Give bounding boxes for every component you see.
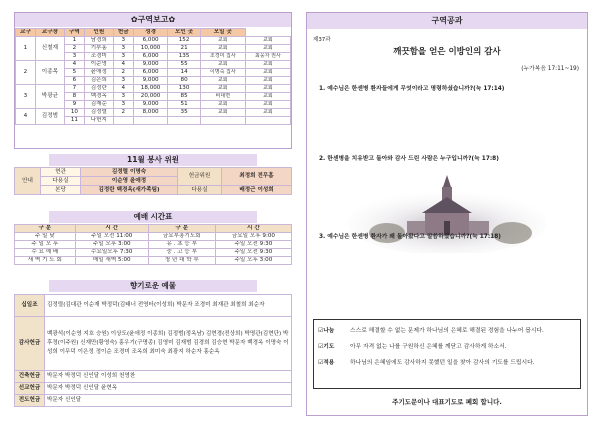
worship-row xyxy=(15,249,292,257)
report-cell: 조경미 xyxy=(84,53,113,61)
report-cell: 3 xyxy=(113,101,133,109)
report-cell: 교회 xyxy=(200,37,245,45)
report-cell: 51 xyxy=(168,101,200,109)
report-cell: 8 xyxy=(64,93,84,101)
sharing-row xyxy=(314,340,580,354)
report-cell: 4 xyxy=(113,85,133,93)
worship-cell: 주일 오전 9:30 xyxy=(215,249,291,257)
report-cell: 백경옥 xyxy=(84,93,113,101)
worship-cell: 금요일 오후 9:00 xyxy=(215,233,291,241)
report-cell: 7 xyxy=(64,85,84,93)
report-cell: 김재순 xyxy=(84,101,113,109)
question-3: 3. 예수님은 한센병 환자가 왜 돌아왔다고 말씀하셨습니까?(눅 17:18) xyxy=(319,234,501,240)
report-cell: 교회 xyxy=(245,101,290,109)
offering-label: 십일조 xyxy=(15,295,45,317)
worship-cell: 주일 오후 3:00 xyxy=(75,241,148,249)
report-cell: 6,000 xyxy=(133,69,168,77)
report-cell: 4 xyxy=(64,61,84,69)
report-cell: 14 xyxy=(168,69,200,77)
service-table xyxy=(14,167,292,195)
report-cell: 3 xyxy=(113,53,133,61)
report-cell: 11 xyxy=(64,117,84,125)
lesson-subject: 깨끗함을 얻은 이방인의 감사 xyxy=(393,47,501,57)
report-cell: 21 xyxy=(168,45,200,53)
sharing-label: ☑기도 xyxy=(318,343,335,350)
report-cell: 18,000 xyxy=(133,85,168,93)
report-district: 1 xyxy=(16,37,36,61)
report-cell: 1 xyxy=(64,37,84,45)
worship-table xyxy=(14,224,292,265)
worship-header-row xyxy=(15,225,292,233)
offering-panel xyxy=(14,280,292,418)
offering-row xyxy=(15,317,292,371)
offering-label: 전도헌금 xyxy=(15,395,45,407)
lesson-closing: 주기도문이나 대표기도로 폐회 합니다. xyxy=(392,398,502,406)
service-names: 이순영 윤애정 xyxy=(81,177,178,186)
offering-row xyxy=(15,383,292,395)
worship-cell: 수 요 예 배 xyxy=(15,249,76,257)
service-role: 본당 xyxy=(41,186,81,195)
flower-icon: ✿ xyxy=(130,15,138,24)
report-table xyxy=(15,28,291,125)
worship-cell: 새 벽 기 도 회 xyxy=(15,257,76,265)
worship-row xyxy=(15,233,292,241)
report-col-header: 구역 xyxy=(64,29,84,37)
worship-col-header: 구 분 xyxy=(148,225,215,233)
report-col-header: 헌금 xyxy=(113,29,133,37)
report-cell: 교회 xyxy=(200,101,245,109)
question-1: 1. 예수님은 한센병 환자들에게 무엇이라고 명령하셨습니까?(눅 17:14) xyxy=(319,86,505,92)
report-row xyxy=(16,109,291,117)
worship-col-header: 시 간 xyxy=(215,225,291,233)
report-cell: 6,000 xyxy=(133,37,168,45)
report-cell: 교회 xyxy=(245,77,290,85)
report-cell: 4 xyxy=(113,61,133,69)
report-cell: 교회 xyxy=(245,85,290,93)
worship-cell: 매일 새벽 5:00 xyxy=(75,257,148,265)
report-cell: 5 xyxy=(64,69,84,77)
offering-names: 백광석(이순영 지호 승원) 이상도(윤애정 이종희) 김정범(정옥남) 김현경(전상희) 박명관(김현단) 박후정(이주원) 신재만(황영숙) 홍우기(구명종) 김영미 김재범 김경희 김승현 박문자 백경옥 이명숙 이성희 이무덕 이은정 정이순 조경미 조옥희 최미숙 최광지 하순자 홍순옥 xyxy=(45,317,292,371)
report-header-row xyxy=(16,29,291,37)
offering-label: 선교헌금 xyxy=(15,383,45,395)
report-cell: 2 xyxy=(64,45,84,53)
report-cell: 10,000 xyxy=(133,45,168,53)
report-district: 4 xyxy=(16,109,36,125)
service-role: 다용실 xyxy=(41,177,81,186)
report-cell: 3 xyxy=(113,45,133,53)
service-side-label: 안내 xyxy=(15,168,41,195)
sharing-text: 하나님의 은혜임에도 감사하지 못했던 일을 찾아 감사의 기도를 드립시다. xyxy=(350,360,535,366)
report-cell: 6,000 xyxy=(133,53,168,61)
worship-cell: 주일 오후 3:00 xyxy=(215,257,291,265)
lesson-verse: (누가복음 17:11~19) xyxy=(521,66,579,72)
report-col-header: 성경 xyxy=(133,29,168,37)
checkbox-icon: ☑ xyxy=(318,359,324,366)
service-names: 김정란 백경옥(새가족팀) xyxy=(81,186,178,195)
service-panel xyxy=(14,154,292,206)
worship-row xyxy=(15,241,292,249)
report-title-banner xyxy=(15,13,291,27)
report-cell: 조경미 집사 xyxy=(200,53,245,61)
service-right-role: 다용실 xyxy=(178,186,222,195)
report-cell: 교회 xyxy=(245,109,290,117)
report-cell: 3 xyxy=(64,53,84,61)
report-cell: 교회 xyxy=(200,61,245,69)
offering-row xyxy=(15,295,292,317)
service-right-names: 배정근 이성희 xyxy=(222,186,292,195)
worship-col-header: 구 분 xyxy=(15,225,76,233)
sharing-text: 아무 자격 없는 나를 구원하신 은혜를 깨닫고 감사하게 하소서. xyxy=(350,344,507,350)
report-cell xyxy=(113,117,133,125)
question-2: 2. 한센병을 치유받고 돌아와 감사 드린 사람은 누구입니까?(눅 17:8) xyxy=(319,156,499,162)
report-col-header: 모일 곳 xyxy=(200,29,245,37)
lesson-title: 구역공과 xyxy=(307,13,587,29)
report-col-header: 교구장 xyxy=(35,29,64,37)
lesson-number: 제37과 xyxy=(313,37,331,43)
offering-names: 박문자 박정덕 신인달 이성희 천영찬 xyxy=(45,371,292,383)
report-cell: 2 xyxy=(113,109,133,117)
service-role: 현관 xyxy=(41,168,81,177)
report-cell: 9,000 xyxy=(133,77,168,85)
worship-cell: 주 일 낮 xyxy=(15,233,76,241)
lesson-panel xyxy=(306,12,588,416)
report-cell xyxy=(168,117,200,125)
report-cell: 9 xyxy=(64,101,84,109)
worship-col-header: 시 간 xyxy=(75,225,148,233)
report-cell: 130 xyxy=(168,85,200,93)
report-cell: 교회 xyxy=(200,85,245,93)
report-cell: 나헌지 xyxy=(84,117,113,125)
report-cell xyxy=(245,117,290,125)
checkbox-icon: ☑ xyxy=(318,327,324,334)
report-cell: 3 xyxy=(113,77,133,85)
report-cell: 교회 xyxy=(245,45,290,53)
report-cell: 9,000 xyxy=(133,61,168,69)
report-cell: 80 xyxy=(168,77,200,85)
report-panel xyxy=(14,12,292,149)
report-cell: 135 xyxy=(168,53,200,61)
report-district: 2 xyxy=(16,61,36,85)
sharing-row xyxy=(314,322,580,340)
worship-panel xyxy=(14,211,292,275)
worship-cell: 청 년 대 학 부 xyxy=(148,257,215,265)
worship-title: 예배 시간표 xyxy=(49,211,257,223)
offering-row xyxy=(15,395,292,407)
report-cell: 최웅자 권사 xyxy=(245,53,290,61)
report-cell: 교회 xyxy=(200,109,245,117)
church-illustration xyxy=(347,173,547,253)
report-cell: 교회 xyxy=(200,45,245,53)
offering-names: 박문자 신인달 xyxy=(45,395,292,407)
service-right-names: 최정희 전무흠 xyxy=(222,168,292,186)
report-cell: 윤애정 xyxy=(84,69,113,77)
report-row xyxy=(16,37,291,45)
report-cell: 10 xyxy=(64,109,84,117)
report-leader: 이종목 xyxy=(35,61,64,85)
flower-icon: ✿ xyxy=(168,15,176,24)
report-cell xyxy=(133,117,168,125)
worship-cell: 주 일 오 후 xyxy=(15,241,76,249)
report-cell: 김정란 xyxy=(84,85,113,93)
report-cell: 8,000 xyxy=(133,109,168,117)
report-cell: 35 xyxy=(168,109,200,117)
sharing-text: 스스로 해결할 수 없는 문제가 하나님의 은혜로 해결된 경험을 나누어 봅시다. xyxy=(350,328,544,334)
sharing-box xyxy=(313,319,581,389)
sharing-label: ☑나눔 xyxy=(318,327,335,334)
offering-table xyxy=(14,294,292,407)
report-row xyxy=(16,85,291,93)
report-cell: 3 xyxy=(113,37,133,45)
worship-cell: 수요일오후 7:30 xyxy=(75,249,148,257)
offering-label: 감사헌금 xyxy=(15,317,45,371)
offering-names: 김정렬(김대관 이순재 박정덕(김태너 전영터(이성희) 박문자 조경미 최재관 최철희 최순자 xyxy=(45,295,292,317)
report-cell xyxy=(200,117,245,125)
offering-label: 건축헌금 xyxy=(15,371,45,383)
report-col-header: 모인 곳 xyxy=(168,29,200,37)
report-cell: 교회 xyxy=(245,93,290,101)
report-cell: 6 xyxy=(64,77,84,85)
report-cell: 2 xyxy=(113,69,133,77)
report-cell: 기부홍 xyxy=(84,45,113,53)
report-cell: 비대면 xyxy=(200,93,245,101)
report-cell: 152 xyxy=(168,37,200,45)
sharing-row xyxy=(314,354,580,372)
worship-cell: 금요부흥기도회 xyxy=(148,233,215,241)
offering-names: 박문자 박정덕 신인달 윤현옥 xyxy=(45,383,292,395)
report-cell: 이순영 xyxy=(84,61,113,69)
report-cell: 교회 xyxy=(245,37,290,45)
service-title: 11월 봉사 위원 xyxy=(49,154,257,166)
report-title: 구역보고 xyxy=(137,15,169,24)
report-cell: 교회 xyxy=(200,77,245,85)
service-right-role: 헌금위원 xyxy=(178,168,222,186)
checkbox-icon: ☑ xyxy=(318,343,324,350)
report-leader: 박광균 xyxy=(35,85,64,109)
report-col-header: 교구 xyxy=(16,29,36,37)
service-names: 김정렬 이명숙 xyxy=(81,168,178,177)
sharing-label: ☑적용 xyxy=(318,359,335,366)
offering-title: 향기로운 예물 xyxy=(49,280,257,292)
report-cell: 남경희 xyxy=(84,37,113,45)
report-cell: 3 xyxy=(113,93,133,101)
report-cell: 55 xyxy=(168,61,200,69)
worship-cell: 주일 오전 11:00 xyxy=(75,233,148,241)
report-cell: 김은희 xyxy=(84,77,113,85)
report-leader: 신철재 xyxy=(35,37,64,61)
worship-row xyxy=(15,257,292,265)
worship-cell: 주일 오전 9:30 xyxy=(215,241,291,249)
report-cell: 85 xyxy=(168,93,200,101)
report-cell: 교회 xyxy=(245,61,290,69)
report-cell: 교회 xyxy=(245,69,290,77)
worship-cell: 유 . 초 등 부 xyxy=(148,241,215,249)
sharing-table xyxy=(314,322,580,372)
report-leader: 김정범 xyxy=(35,109,64,125)
report-cell: 이명숙 집사 xyxy=(200,69,245,77)
offering-row xyxy=(15,371,292,383)
report-district: 3 xyxy=(16,85,36,109)
report-cell: 20,000 xyxy=(133,93,168,101)
report-row xyxy=(16,61,291,69)
worship-cell: 중 . 고 등 부 xyxy=(148,249,215,257)
report-cell: 9,000 xyxy=(133,101,168,109)
report-cell: 김정렬 xyxy=(84,109,113,117)
report-col-header: 인원 xyxy=(84,29,113,37)
